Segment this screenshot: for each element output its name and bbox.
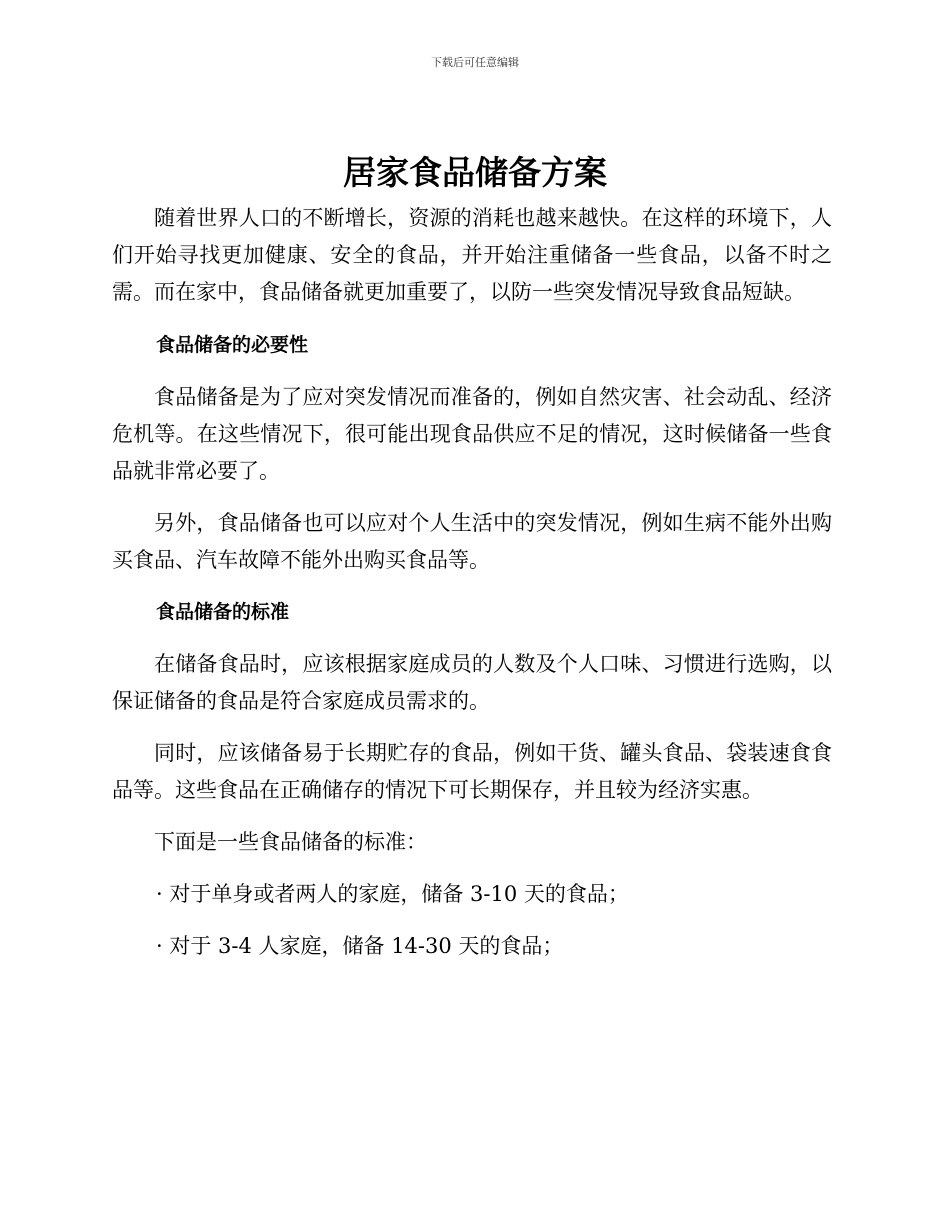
standards-paragraph-1: 在储备食品时，应该根据家庭成员的人数及个人口味、习惯进行选购，以保证储备的食品是符合家庭成员需求的。 (112, 652, 832, 713)
standards-paragraph-3: 下面是一些食品储备的标准： (154, 830, 427, 854)
section-heading-standards: 食品储备的标准 (156, 601, 290, 623)
header-note: 下载后可任意编辑 (431, 56, 519, 69)
necessity-paragraph-1: 食品储备是为了应对突发情况而准备的，例如自然灾害、社会动乱、经济危机等。在这些情况下，很可能出现食品供应不足的情况，这时候储备一些食品就非常必要了。 (112, 385, 832, 483)
standard-bullet-item: · 对于 3-4 人家庭，储备 14-30 天的食品； (156, 934, 564, 958)
intro-paragraph: 随着世界人口的不断增长，资源的消耗也越来越快。在这样的环境下，人们开始寻找更加健康、安全的食品，并开始注重储备一些食品，以备不时之需。而在家中，食品储备就更加重要了，以防一些突发情况导致食品短缺。 (112, 206, 832, 304)
standards-paragraph-2: 同时，应该储备易于长期贮存的食品，例如干货、罐头食品、袋装速食食品等。这些食品在正确储存的情况下可长期保存，并且较为经济实惠。 (112, 741, 832, 802)
document-body (112, 200, 832, 980)
document-title: 居家食品储备方案 (343, 153, 607, 192)
necessity-paragraph-2: 另外，食品储备也可以应对个人生活中的突发情况，例如生病不能外出购买食品、汽车故障不能外出购买食品等。 (112, 511, 832, 572)
section-heading-necessity: 食品储备的必要性 (156, 334, 309, 356)
standard-bullet-item: · 对于单身或者两人的家庭，储备 3-10 天的食品； (156, 882, 629, 906)
